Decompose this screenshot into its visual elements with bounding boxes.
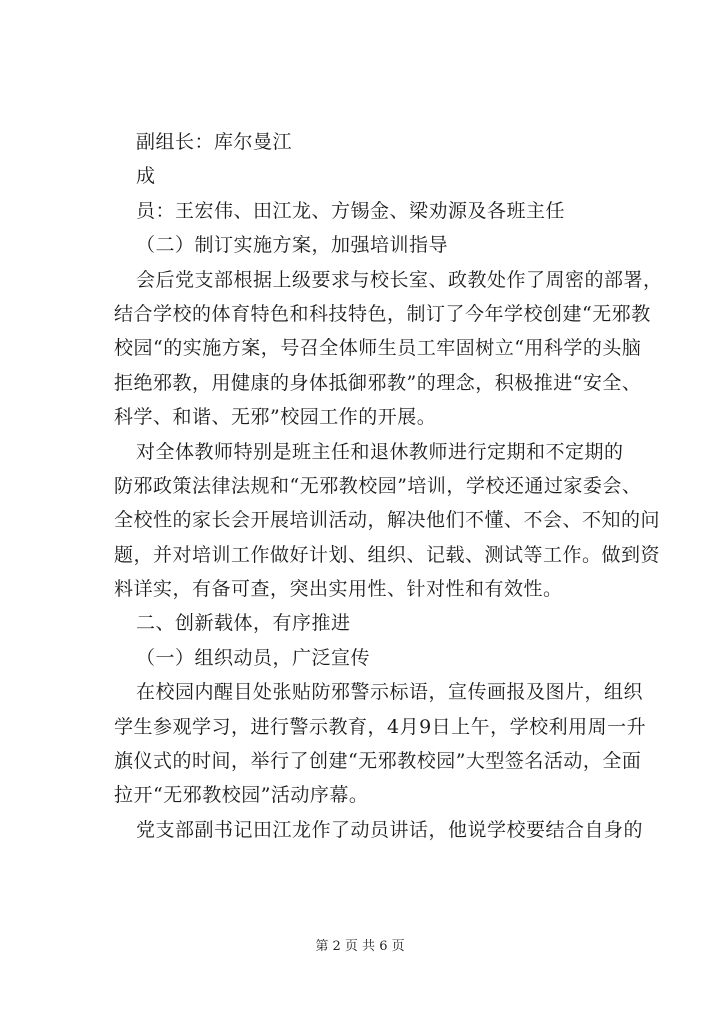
text-line: 旗仪式的时间，举行了创建“无邪教校园”大型签名活动，全面 bbox=[114, 750, 642, 773]
text-line: 学生参观学习，进行警示教育，4月9日上午，学校利用周一升 bbox=[114, 715, 647, 738]
page-number-footer: 第 2 页 共 6 页 bbox=[315, 939, 405, 954]
document-body bbox=[114, 128, 663, 850]
text-line: 会后党支部根据上级要求与校长室、政教处作了周密的部署， bbox=[136, 268, 663, 291]
section-heading: 二、创新载体，有序推进 bbox=[136, 612, 351, 635]
text-line: 对全体教师特别是班主任和退休教师进行定期和不定期的 bbox=[136, 440, 624, 463]
text-line: 在校园内醒目处张贴防邪警示标语，宣传画报及图片，组织 bbox=[136, 681, 644, 704]
text-line: 拒绝邪教，用健康的身体抵御邪教”的理念，积极推进“安全、 bbox=[114, 371, 642, 394]
text-line: 校园“的实施方案，号召全体师生员工牢固树立“用科学的头脑 bbox=[114, 337, 642, 360]
text-line: 防邪政策法律法规和“无邪教校园”培训，学校还通过家委会、 bbox=[114, 474, 642, 497]
text-line: 党支部副书记田江龙作了动员讲话，他说学校要结合自身的 bbox=[136, 818, 644, 841]
text-line: 结合学校的体育特色和科技特色，制订了今年学校创建“无邪教 bbox=[114, 302, 651, 325]
text-line: 成 bbox=[136, 165, 156, 188]
section-heading: （二）制订实施方案，加强培训指导 bbox=[136, 234, 449, 257]
section-heading: （一）组织动员，广泛宣传 bbox=[136, 646, 371, 669]
text-line: 员：王宏伟、田江龙、方锡金、梁劝源及各班主任 bbox=[136, 199, 566, 222]
text-line: 题，并对培训工作做好计划、组织、记载、测试等工作。做到资 bbox=[114, 543, 661, 566]
text-line: 科学、和谐、无邪”校园工作的开展。 bbox=[114, 406, 437, 429]
text-line: 拉开“无邪教校园”活动序幕。 bbox=[114, 784, 369, 807]
text-line: 全校性的家长会开展培训活动，解决他们不懂、不会、不知的问 bbox=[114, 509, 661, 532]
text-line: 料详实，有备可查，突出实用性、针对性和有效性。 bbox=[114, 578, 563, 601]
text-line: 副组长：库尔曼江 bbox=[136, 131, 293, 153]
